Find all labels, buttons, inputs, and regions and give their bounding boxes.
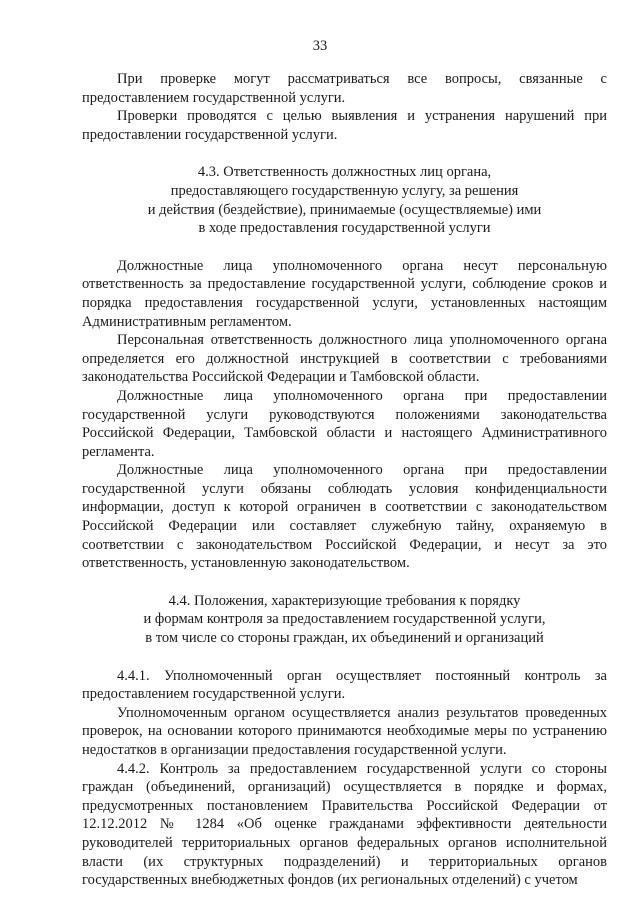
section-4-3-paragraph: Должностные лица уполномоченного органа при предоставлении государственной услуги руководствуются положениями законодательства Российской Федерации, Тамбовской области и настоящего Административного регламента.	[82, 387, 607, 460]
heading-line: и формам контроля за предоставлением государственной услуги,	[143, 611, 546, 628]
section-4-4-paragraph: 4.4.1. Уполномоченный орган осуществляет постоянный контроль за предоставлением государственной услуги.	[82, 667, 607, 703]
section-4-4-paragraph: 4.4.2. Контроль за предоставлением государственной услуги со стороны граждан (объединений, организаций) осуществляется в порядке и формах, предусмотренных постановлением Правительства Российской Федерации от 12.12.2012 № 1284 «Об оценке гражданами эффективности деятельности руководителей территориальных органов федеральных органов исполнительной власти (их структурных подразделений) и территориальных органов государственных внебюджетных фондов (их региональных отделений) с учетом	[82, 760, 607, 889]
page-content	[82, 70, 607, 890]
intro-paragraph: Проверки проводятся с целью выявления и устранения нарушений при предоставлении государственной услуги.	[82, 108, 607, 143]
section-4-3-heading	[82, 163, 607, 237]
page-number: 33	[312, 38, 328, 54]
heading-line: предоставляющего государственную услугу, за решения	[170, 182, 519, 199]
section-4-4-paragraph: Уполномоченным органом осуществляется анализ результатов проведенных проверок, на основании которого принимаются необходимые меры по устранению недостатков в организации предоставления государственной услуги.	[82, 704, 607, 758]
heading-line: и действия (бездействие), принимаемые (осуществляемые) ими	[147, 201, 542, 218]
heading-line: 4.3. Ответственность должностных лиц органа,	[197, 164, 492, 181]
section-4-3-paragraph: Персональная ответственность должностного лица уполномоченного органа определяется его должностной инструкцией в соответствии с требованиями законодательства Российской Федерации и Тамбовской области.	[82, 332, 607, 386]
intro-paragraph: При проверке могут рассматриваться все вопросы, связанные с предоставлением государственной услуги.	[82, 71, 607, 106]
section-4-4-heading	[82, 592, 607, 648]
heading-line: в том числе со стороны граждан, их объединений и организаций	[145, 630, 544, 647]
section-4-3-paragraph: Должностные лица уполномоченного органа несут персональную ответственность за предоставление государственной услуги, соблюдение сроков и порядка предоставления государственной услуги, установленных настоящим Административным регламентом.	[82, 257, 607, 330]
heading-line: в ходе предоставления государственной услуги	[198, 220, 491, 237]
heading-line: 4.4. Положения, характеризующие требования к порядку	[168, 592, 521, 609]
section-4-3-paragraph: Должностные лица уполномоченного органа при предоставлении государственной услуги обязаны соблюдать условия конфиденциальности информации, доступ к которой ограничен в соответствии с законодательством Российской Федерации или составляет служебную тайну, охраняемую в соответствии с законодательством Российской Федерации, и несут за это ответственность, установленную законодательством.	[82, 462, 607, 572]
